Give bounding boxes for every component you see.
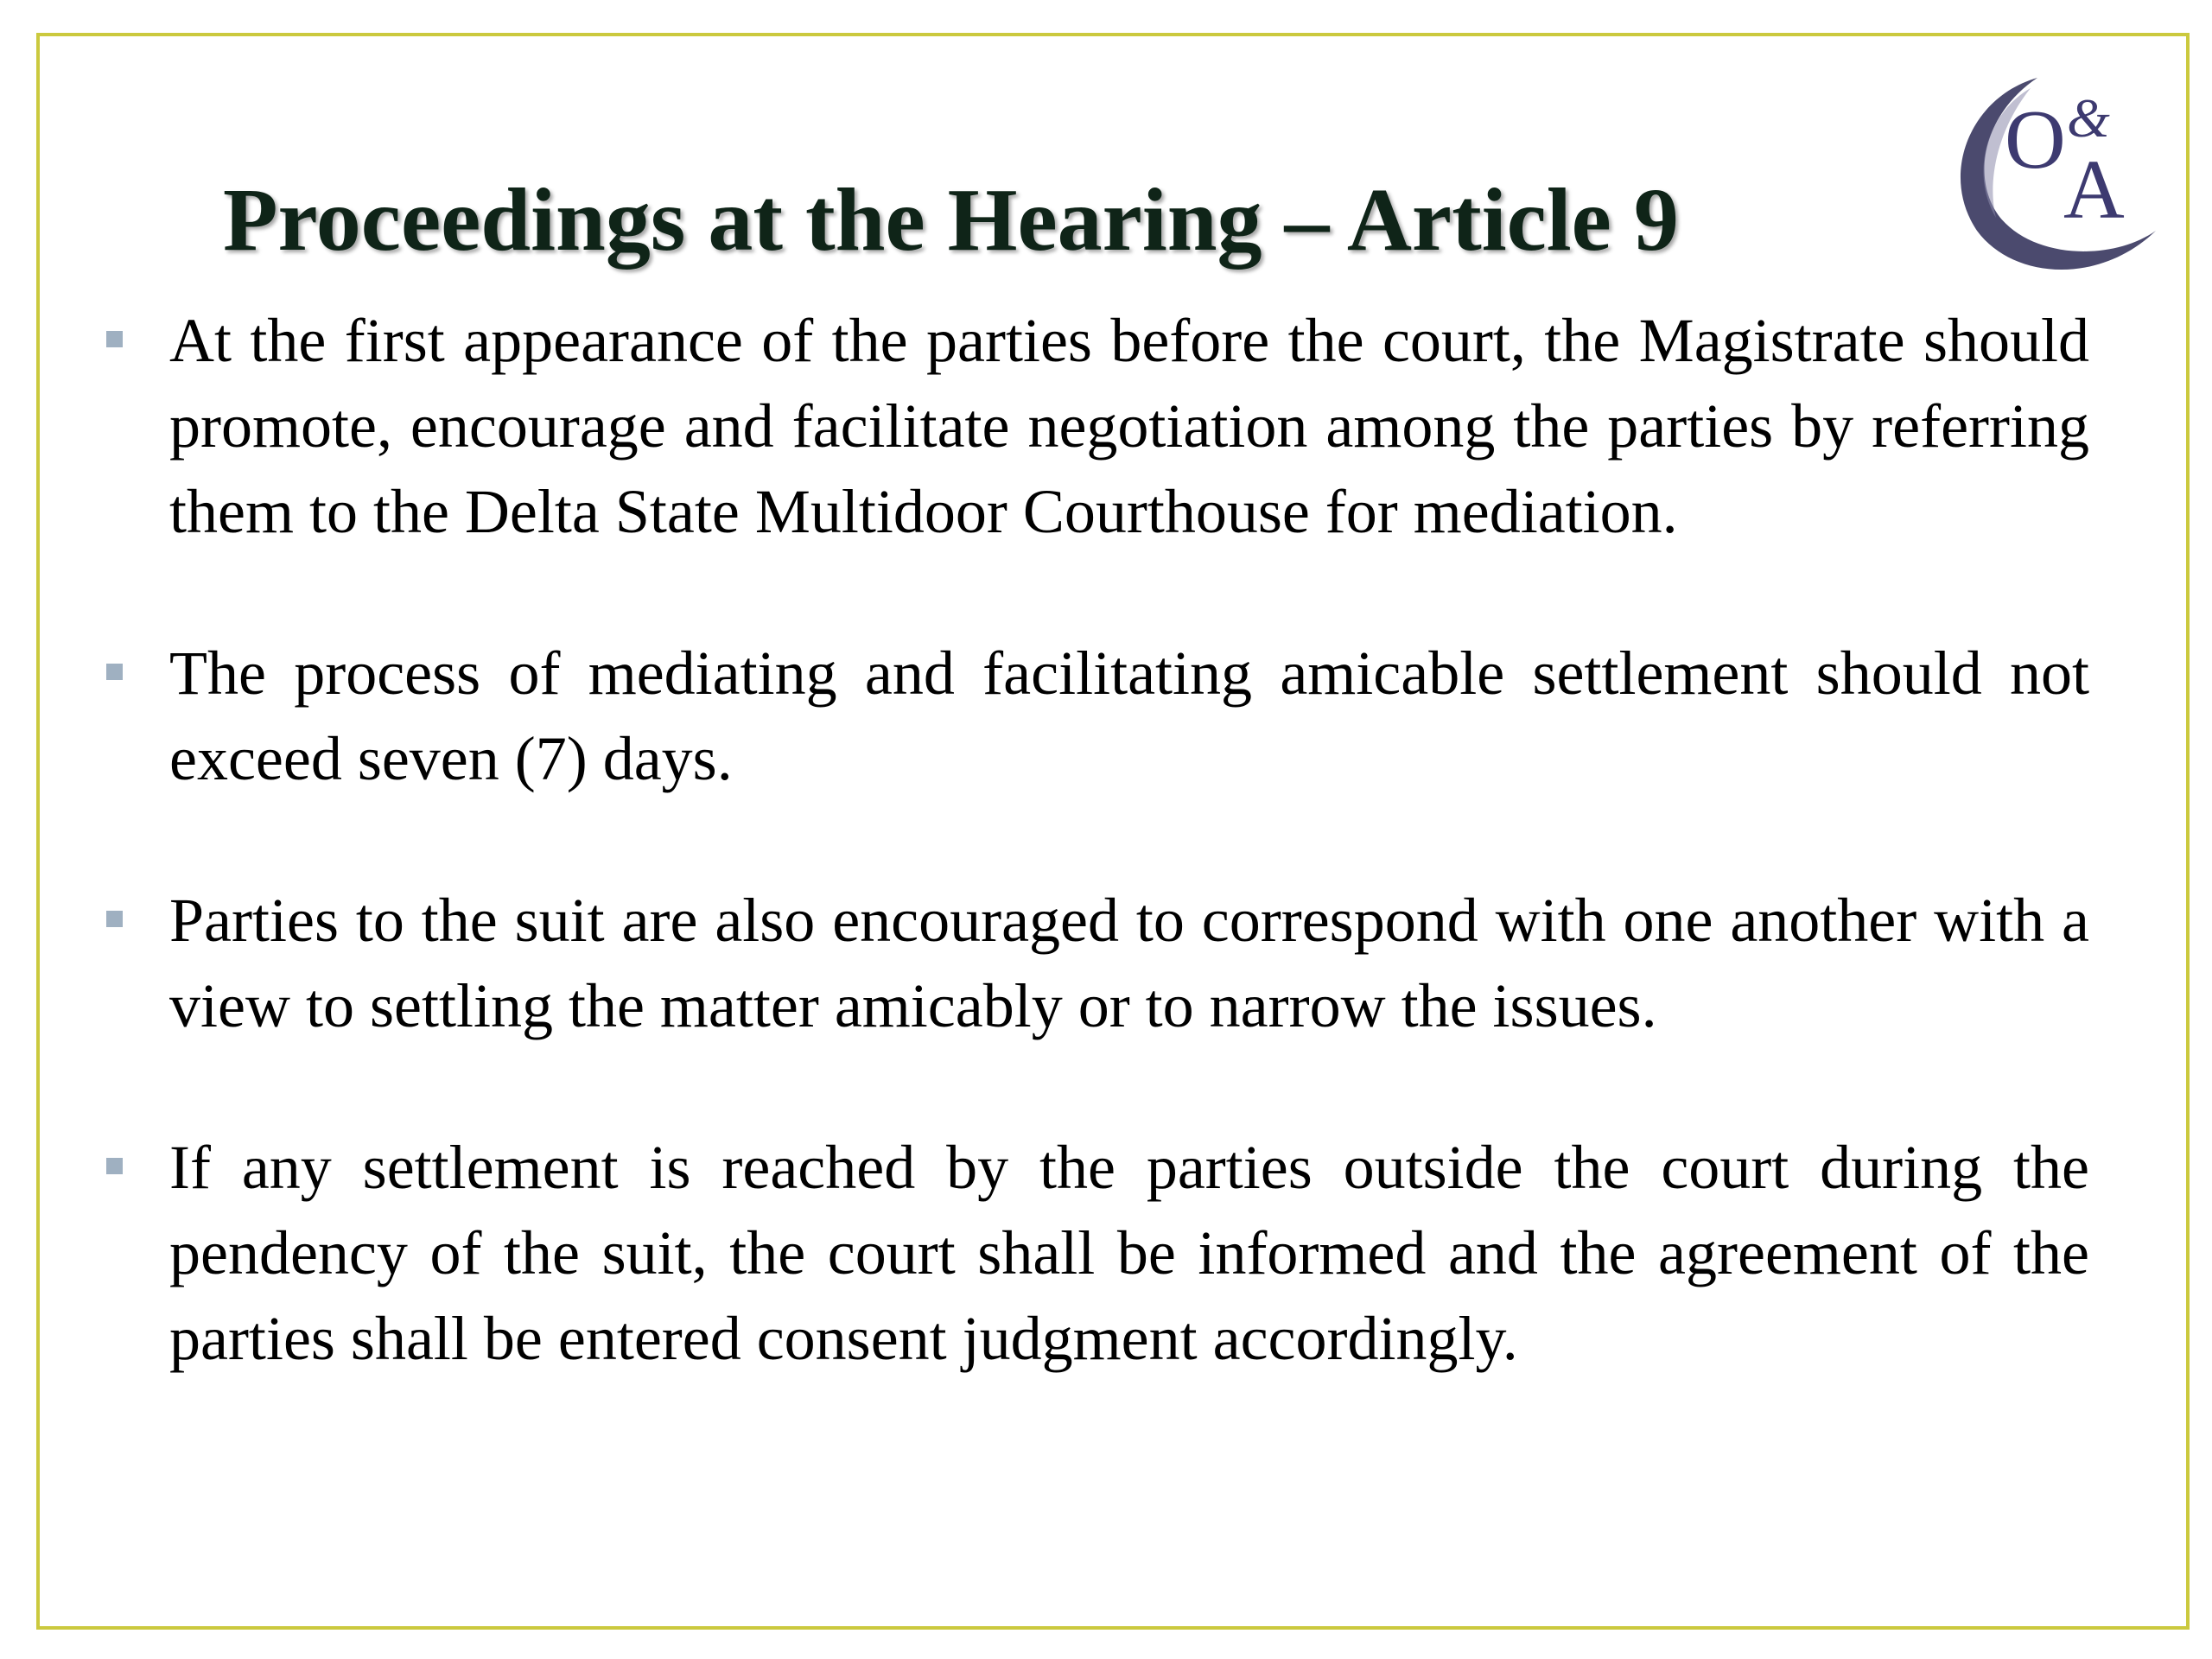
bullet-item (102, 878, 2089, 1049)
bullet-item (102, 631, 2089, 802)
square-bullet-icon (106, 911, 123, 927)
bullet-text: At the first appearance of the parties before the court, the Magistrate should promote, encourage and facilitate negotiation among the parties by referring them to the Delta State Multidoor Courthouse for mediation. (169, 306, 2089, 546)
logo-ampersand: & (2067, 87, 2110, 149)
square-bullet-icon (106, 1158, 123, 1174)
bullet-item (102, 1125, 2089, 1382)
bullet-text: Parties to the suit are also encouraged to correspond with one another with a view to settling the matter amicably or to narrow the issues. (169, 886, 2089, 1040)
bullet-list (102, 298, 2089, 1382)
bullet-text: The process of mediating and facilitating amicable settlement should not exceed seven (7) days. (169, 639, 2089, 793)
square-bullet-icon (106, 331, 123, 347)
oa-crescent-logo-icon (1936, 54, 2186, 287)
logo-letter-o: O (2005, 93, 2066, 187)
bullet-item (102, 298, 2089, 555)
bullet-text: If any settlement is reached by the parties outside the court during the pendency of the suit, the court shall be informed and the agreement of the parties shall be entered consent judgment accordingly. (169, 1133, 2089, 1373)
square-bullet-icon (106, 664, 123, 680)
slide-title: Proceedings at the Hearing – Article 9 (223, 170, 1679, 270)
logo-letter-a: A (2063, 143, 2125, 237)
